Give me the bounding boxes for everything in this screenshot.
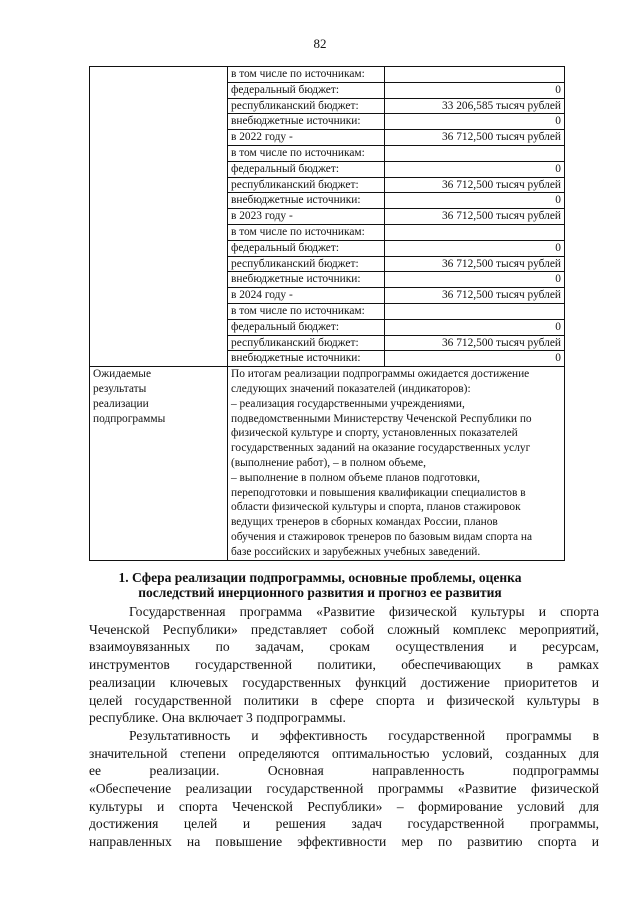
body-line: республике. Она включает 3 подпрограммы. bbox=[89, 710, 346, 726]
row-label: внебюджетные источники: bbox=[228, 193, 385, 209]
results-line: (выполнение работ), – в полном объеме, bbox=[231, 456, 426, 469]
row-value: 36 712,500 тысяч рублей bbox=[385, 288, 565, 304]
expected-results-text bbox=[228, 367, 565, 560]
row-label: республиканский бюджет: bbox=[228, 98, 385, 114]
row-label: республиканский бюджет: bbox=[228, 335, 385, 351]
expected-results-label bbox=[90, 367, 228, 560]
body-line: «Обеспечение реализации государственной программы «Развитие физической bbox=[89, 781, 599, 797]
row-label: внебюджетные источники: bbox=[228, 351, 385, 367]
financing-table bbox=[89, 66, 565, 561]
row-label: в 2024 году - bbox=[228, 288, 385, 304]
row-label: федеральный бюджет: bbox=[228, 161, 385, 177]
row-value: 0 bbox=[385, 272, 565, 288]
body-line: культуры и спорта Чеченской Республики» – формирование условий для bbox=[89, 798, 599, 814]
results-line: физической культуре и спорту, установленных показателей bbox=[231, 427, 518, 440]
body-line: направленных на повышение эффективности мер по развитию спорта и bbox=[89, 834, 599, 850]
row-value bbox=[385, 224, 565, 240]
row-label: в том числе по источникам: bbox=[228, 145, 385, 161]
results-line: – выполнение в полном объеме планов подготовки, bbox=[231, 471, 481, 484]
row-label: в том числе по источникам: bbox=[228, 303, 385, 319]
empty-label-cell bbox=[90, 67, 228, 367]
section-body bbox=[89, 603, 599, 851]
body-line: ее реализации. Основная направленность подпрограммы bbox=[89, 763, 599, 779]
row-label: республиканский бюджет: bbox=[228, 177, 385, 193]
label-line: Ожидаемые bbox=[93, 368, 152, 381]
body-line: Чеченской Республики» представляет собой сложный комплекс мероприятий, bbox=[89, 621, 599, 637]
row-value: 0 bbox=[385, 319, 565, 335]
results-line: По итогам реализации подпрограммы ожидается достижение bbox=[231, 368, 530, 381]
row-value bbox=[385, 67, 565, 83]
financing-table-body bbox=[90, 67, 565, 561]
row-label: внебюджетные источники: bbox=[228, 272, 385, 288]
label-line: реализации bbox=[93, 397, 149, 410]
row-value: 0 bbox=[385, 240, 565, 256]
row-value: 0 bbox=[385, 351, 565, 367]
heading-line: 1. Сфера реализации подпрограммы, основные проблемы, оценка bbox=[118, 570, 522, 585]
label-line: результаты bbox=[93, 382, 147, 395]
body-line: Результативность и эффективность государственной программы в bbox=[129, 727, 599, 743]
row-label: федеральный бюджет: bbox=[228, 82, 385, 98]
page-number: 82 bbox=[313, 36, 327, 51]
row-value: 33 206,585 тысяч рублей bbox=[385, 98, 565, 114]
body-line: значительной степени определяются оптимальностью условий, созданных для bbox=[89, 745, 599, 761]
row-label: федеральный бюджет: bbox=[228, 319, 385, 335]
row-label: в том числе по источникам: bbox=[228, 67, 385, 83]
table-row bbox=[90, 67, 565, 83]
results-line: – реализация государственными учреждениями, bbox=[231, 397, 465, 410]
body-line: Государственная программа «Развитие физической культуры и спорта bbox=[129, 604, 599, 619]
body-line: достижения целей и решения задач государственной программы, bbox=[89, 816, 599, 832]
row-value: 36 712,500 тысяч рублей bbox=[385, 335, 565, 351]
body-line: инструментов государственной политики, обеспечивающих в рамках bbox=[89, 657, 599, 673]
results-line: базе российских и зарубежных учебных заведений. bbox=[231, 545, 481, 558]
row-value: 36 712,500 тысяч рублей bbox=[385, 130, 565, 146]
row-label: федеральный бюджет: bbox=[228, 240, 385, 256]
row-value bbox=[385, 145, 565, 161]
results-line: обучения и стажировок тренеров по базовым видам спорта на bbox=[231, 530, 533, 543]
row-label: в 2022 году - bbox=[228, 130, 385, 146]
row-value: 36 712,500 тысяч рублей bbox=[385, 177, 565, 193]
heading-line: последствий инерционного развития и прогноз ее развития bbox=[138, 585, 502, 600]
row-label: республиканский бюджет: bbox=[228, 256, 385, 272]
results-line: следующих значений показателей (индикаторов): bbox=[231, 382, 471, 395]
row-label: в 2023 году - bbox=[228, 209, 385, 225]
body-line: целей государственной политики в сфере спорта и физической культуры в bbox=[89, 692, 599, 708]
row-value: 0 bbox=[385, 114, 565, 130]
row-value: 36 712,500 тысяч рублей bbox=[385, 209, 565, 225]
section-heading bbox=[60, 570, 580, 600]
row-value: 0 bbox=[385, 82, 565, 98]
body-line: взаимоувязанных по задачам, срокам осуществления и ресурсам, bbox=[89, 639, 599, 655]
results-line: подведомственными Министерству Чеченской Республики по bbox=[231, 412, 532, 425]
row-label: в том числе по источникам: bbox=[228, 224, 385, 240]
body-line: реализации ключевых государственных функций достижение приоритетов и bbox=[89, 674, 599, 690]
results-line: ведущих тренеров в сборных командах России, планов bbox=[231, 516, 498, 529]
results-line: государственных заданий на оказание государственных услуг bbox=[231, 442, 531, 455]
row-value: 0 bbox=[385, 193, 565, 209]
row-value bbox=[385, 303, 565, 319]
label-line: подпрограммы bbox=[93, 412, 166, 425]
row-value: 0 bbox=[385, 161, 565, 177]
row-value: 36 712,500 тысяч рублей bbox=[385, 256, 565, 272]
row-label: внебюджетные источники: bbox=[228, 114, 385, 130]
results-line: области физической культуры и спорта, планов стажировок bbox=[231, 501, 521, 514]
results-line: переподготовки и повышения квалификации специалистов в bbox=[231, 486, 526, 499]
expected-results-row bbox=[90, 367, 565, 560]
